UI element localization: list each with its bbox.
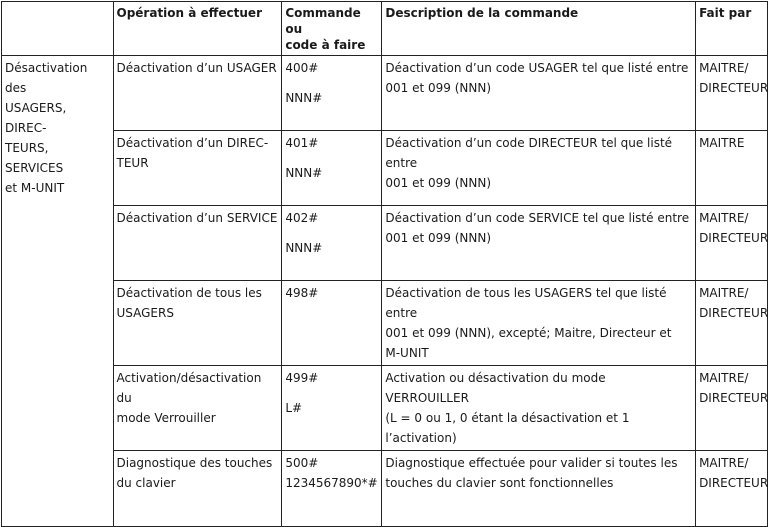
operation-line: Déactivation d’un USAGER xyxy=(116,61,277,75)
operation-line: TEUR xyxy=(116,156,149,170)
done-by-cell xyxy=(696,281,768,366)
description-line: Activation ou désactivation du mode VERROUILLER xyxy=(385,371,606,405)
operation-cell xyxy=(113,451,282,527)
command-cell xyxy=(282,281,382,366)
operation-cell xyxy=(113,206,282,281)
operation-line: Déactivation d’un SERVICE xyxy=(116,211,278,225)
command-code: NNN# xyxy=(285,91,323,105)
command-table xyxy=(1,1,768,527)
command-code: L# xyxy=(285,401,303,415)
table-row xyxy=(2,131,768,206)
description-cell xyxy=(382,281,696,366)
group-label-line: USAGERS, DIREC- xyxy=(5,101,67,135)
header-command xyxy=(282,2,382,56)
description-line: touches du clavier sont fonctionnelles xyxy=(385,476,614,490)
command-code: NNN# xyxy=(285,166,323,180)
operation-cell xyxy=(113,366,282,451)
table-row xyxy=(2,366,768,451)
done-by-line: DIRECTEUR xyxy=(699,476,769,490)
done-by-line: DIRECTEUR xyxy=(699,391,769,405)
header-row xyxy=(2,2,768,56)
operation-line: USAGERS xyxy=(116,306,174,320)
group-label-cell xyxy=(2,56,114,527)
table-row xyxy=(2,281,768,366)
group-label-line: Désactivation des xyxy=(5,61,88,95)
done-by-line: MAITRE/ xyxy=(699,61,749,75)
done-by-cell xyxy=(696,206,768,281)
description-cell xyxy=(382,206,696,281)
description-line: 001 et 099 (NNN), excepté; Maitre, Directeur et xyxy=(385,326,672,340)
description-line: M-UNIT xyxy=(385,346,429,360)
command-code: 400# xyxy=(285,61,319,75)
done-by-line: MAITRE/ xyxy=(699,371,749,385)
group-label-line: et M-UNIT xyxy=(5,181,65,195)
command-code: 1234567890*# xyxy=(285,476,378,490)
operation-cell xyxy=(113,131,282,206)
command-code: 498# xyxy=(285,286,319,300)
group-label-line: TEURS, SERVICES xyxy=(5,141,64,175)
description-line: Diagnostique effectuée pour valider si toutes les xyxy=(385,456,678,470)
done-by-cell xyxy=(696,366,768,451)
done-by-line: MAITRE/ xyxy=(699,456,749,470)
command-cell xyxy=(282,206,382,281)
header-command-line-2: code à faire xyxy=(285,38,366,52)
table-row xyxy=(2,56,768,131)
command-cell xyxy=(282,366,382,451)
description-line: Déactivation d’un code SERVICE tel que listé entre xyxy=(385,211,690,225)
table-row xyxy=(2,206,768,281)
description-line: Déactivation de tous les USAGERS tel que listé entre xyxy=(385,286,667,320)
command-cell xyxy=(282,131,382,206)
operation-line: Déactivation d’un DIREC- xyxy=(116,136,269,150)
done-by-cell xyxy=(696,451,768,527)
command-code: 401# xyxy=(285,136,319,150)
operation-cell xyxy=(113,56,282,131)
done-by-line: DIRECTEUR xyxy=(699,306,769,320)
header-group xyxy=(2,2,114,56)
done-by-line: MAITRE/ xyxy=(699,211,749,225)
operation-line: Diagnostique des touches xyxy=(116,456,273,470)
command-code: 499# xyxy=(285,371,319,385)
description-line: 001 et 099 (NNN) xyxy=(385,176,492,190)
operation-line: mode Verrouiller xyxy=(116,411,216,425)
description-line: 001 et 099 (NNN) xyxy=(385,231,492,245)
description-cell xyxy=(382,56,696,131)
header-operation: Opération à effectuer xyxy=(113,2,282,56)
operation-line: du clavier xyxy=(116,476,176,490)
command-code: 500# xyxy=(285,456,319,470)
description-cell xyxy=(382,131,696,206)
header-description: Description de la commande xyxy=(382,2,696,56)
command-cell xyxy=(282,451,382,527)
description-cell xyxy=(382,366,696,451)
done-by-cell xyxy=(696,131,768,206)
done-by-line: MAITRE xyxy=(699,136,745,150)
description-line: 001 et 099 (NNN) xyxy=(385,81,492,95)
command-code: 402# xyxy=(285,211,319,225)
command-code: NNN# xyxy=(285,241,323,255)
description-line: Déactivation d’un code USAGER tel que listé entre xyxy=(385,61,689,75)
header-done-by: Fait par xyxy=(696,2,768,56)
done-by-cell xyxy=(696,56,768,131)
description-cell xyxy=(382,451,696,527)
operation-line: Déactivation de tous les xyxy=(116,286,262,300)
operation-cell xyxy=(113,281,282,366)
done-by-line: DIRECTEUR xyxy=(699,81,769,95)
description-line: (L = 0 ou 1, 0 étant la désactivation et 1 l’activation) xyxy=(385,411,630,445)
command-cell xyxy=(282,56,382,131)
done-by-line: MAITRE/ xyxy=(699,286,749,300)
description-line: Déactivation d’un code DIRECTEUR tel que listé entre xyxy=(385,136,673,170)
header-command-line-1: Commande ou xyxy=(285,6,361,36)
table-row xyxy=(2,451,768,527)
operation-line: Activation/désactivation du xyxy=(116,371,262,405)
done-by-line: DIRECTEUR xyxy=(699,231,769,245)
